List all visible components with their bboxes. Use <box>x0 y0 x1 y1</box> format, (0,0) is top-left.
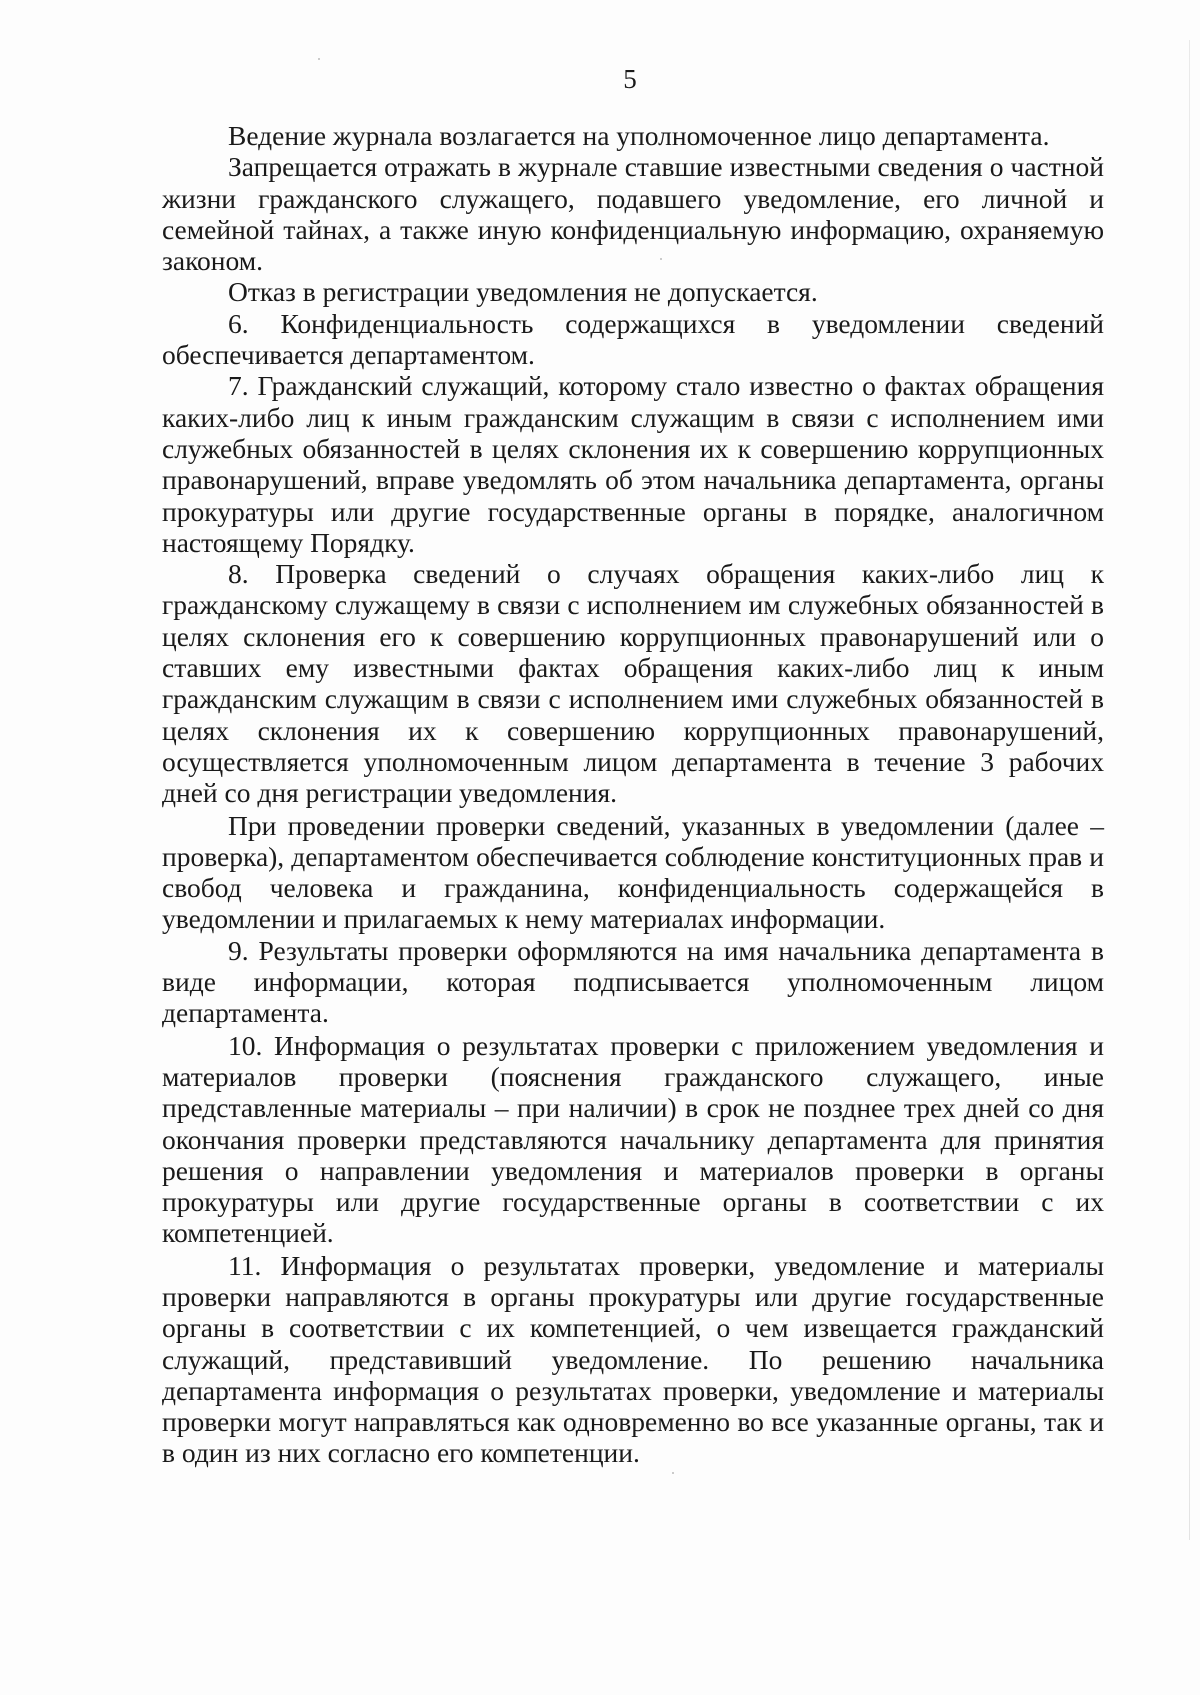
paragraph-registration-refusal: Отказ в регистрации уведомления не допускается. <box>228 276 818 308</box>
scan-speck <box>672 1472 674 1474</box>
paragraph-item-11: 11. Информация о результатах проверки, уведомление и материалы проверки направляются в органы прокуратуры или другие государственные органы в соответствии с их компетенцией, о чем извещается гражданский служащий, представивший уведомление. По решению начальника департамента информация о результатах проверки, уведомление и материалы проверки могут направляться как одновременно во все указанные органы, так и в один из них согласно его компетенции. <box>162 1249 1104 1469</box>
paragraph-journal-keeping: Ведение журнала возлагается на уполномоченное лицо департамента. <box>228 120 1050 151</box>
paragraph-journal-prohibition: Запрещается отражать в журнале ставшие известными сведения о частной жизни гражданского служащего, подавшего уведомление, его личной и семейной тайнах, а также иную конфиденциальную информацию, охраняемую законом. <box>162 151 1104 277</box>
document-body <box>162 120 1104 1469</box>
scan-edge-shadow <box>1189 40 1190 1540</box>
paragraph-item-10: 10. Информация о результатах проверки с приложением уведомления и материалов проверки (пояснения гражданского служащего, иные представленные материалы – при наличии) в срок не позднее трех дней со дня окончания проверки представляются начальнику департамента для принятия решения о направлении уведомления и материалов проверки в органы прокуратуры или другие государственные органы в соответствии с их компетенцией. <box>162 1029 1104 1249</box>
page-number: 5 <box>623 64 637 94</box>
paragraph-item-7: 7. Гражданский служащий, которому стало известно о фактах обращения каких-либо лиц к иным гражданским служащим в связи с исполнением ими служебных обязанностей в целях склонения их к совершению коррупционных правонарушений, вправе уведомлять об этом начальника департамента, органы прокуратуры или другие государственные органы в порядке, аналогичном настоящему Порядку. <box>162 370 1104 558</box>
scan-speck <box>318 58 320 60</box>
paragraph-item-8: 8. Проверка сведений о случаях обращения каких-либо лиц к гражданскому служащему в связи с исполнением им служебных обязанностей в целях склонения его к совершению коррупционных правонарушений или о ставших ему известными фактах обращения каких-либо лиц к иным гражданским служащим в связи с исполнением ими служебных обязанностей в целях склонения их к совершению коррупционных правонарушений, осуществляется уполномоченным лицом департамента в течение 3 рабочих дней со дня регистрации уведомления. <box>162 558 1104 809</box>
paragraph-item-8-check: При проведении проверки сведений, указанных в уведомлении (далее – проверка), департаментом обеспечивается соблюдение конституционных прав и свобод человека и гражданина, конфиденциальность содержащейся в уведомлении и прилагаемых к нему материалах информации. <box>162 809 1104 935</box>
paragraph-item-6: 6. Конфиденциальность содержащихся в уведомлении сведений обеспечивается департаментом. <box>162 307 1104 371</box>
paragraph-item-9: 9. Результаты проверки оформляются на имя начальника департамента в виде информации, которая подписывается уполномоченным лицом департамента. <box>162 934 1104 1029</box>
